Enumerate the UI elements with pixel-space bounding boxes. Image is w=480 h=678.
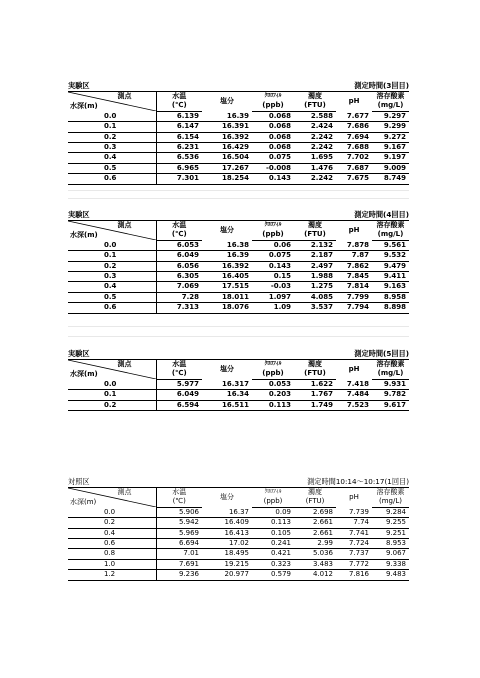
table-row [68,559,409,569]
chlorophyll-cell: 0.053 [252,379,294,389]
table-row [68,251,409,261]
chlorophyll-header: ｸﾛﾛﾌｨﾙ [252,221,294,231]
section-label: 対照区 [68,477,90,486]
ph-cell: 7.484 [336,390,372,400]
turbidity-unit: (FTU) [294,369,336,379]
temp-cell: 6.049 [156,390,202,400]
grid-line [68,198,409,199]
depth-cell: 0.2 [68,261,156,271]
table-row [68,163,409,173]
do-header: 溶存酸素 [372,92,409,102]
salinity-cell: 17.02 [202,539,252,549]
do-unit: (mg/L) [372,230,409,240]
ph-cell: 7.702 [336,153,372,163]
measurement-time: 測定時間(5回目) [354,349,409,358]
ph-cell: 7.772 [336,559,372,569]
depth-header: 水深(m) [70,101,98,110]
chlorophyll-unit: (ppb) [252,497,294,507]
salinity-cell: 16.429 [202,143,252,153]
table-row [68,528,409,538]
do-cell: 9.411 [372,272,409,282]
do-cell: 9.532 [372,251,409,261]
depth-cell: 0.2 [68,132,156,142]
chlorophyll-cell: 0.113 [252,400,294,410]
table-row [68,539,409,549]
salinity-cell: 16.37 [202,507,252,517]
temp-header: 水温 [156,360,202,370]
temp-cell: 6.231 [156,143,202,153]
table-row [68,292,409,302]
ph-cell: 7.741 [336,528,372,538]
temp-cell: 7.28 [156,292,202,302]
turbidity-cell: 2.242 [294,143,336,153]
chlorophyll-cell: 0.421 [252,549,294,559]
salinity-cell: 16.392 [202,132,252,142]
ph-cell: 7.523 [336,400,372,410]
ph-cell: 7.845 [336,272,372,282]
salinity-cell: 16.39 [202,111,252,121]
depth-cell: 0.4 [68,282,156,292]
turbidity-cell: 2.698 [294,507,336,517]
temp-unit: (℃) [156,369,202,379]
do-cell: 8.749 [372,174,409,184]
salinity-cell: 16.511 [202,400,252,410]
ph-cell: 7.724 [336,539,372,549]
do-cell: 9.251 [372,528,409,538]
depth-cell: 0.6 [68,303,156,313]
ph-cell: 7.816 [336,570,372,580]
depth-header: 水深(m) [70,497,97,506]
do-cell: 8.898 [372,303,409,313]
salinity-header: 塩分 [202,360,252,380]
station-header: 測点 [117,92,132,100]
table-row [68,518,409,528]
do-cell: 9.067 [372,549,409,559]
turbidity-cell: 1.988 [294,272,336,282]
ph-cell: 7.675 [336,174,372,184]
chlorophyll-cell: 0.143 [252,261,294,271]
section-label: 実験区 [68,81,90,90]
table-row [68,303,409,313]
measurement-time: 測定時間(3回目) [354,81,409,90]
table-row [68,507,409,517]
do-unit: (mg/L) [372,101,409,111]
salinity-cell: 16.504 [202,153,252,163]
temp-cell: 6.053 [156,240,202,250]
station-header: 測点 [117,221,132,229]
do-cell: 9.197 [372,153,409,163]
do-cell: 9.479 [372,261,409,271]
salinity-cell: 17.515 [202,282,252,292]
depth-cell: 0.0 [68,240,156,250]
salinity-cell: 16.409 [202,518,252,528]
turbidity-cell: 1.749 [294,400,336,410]
temp-cell: 6.139 [156,111,202,121]
chlorophyll-cell: 0.323 [252,559,294,569]
table-row [68,400,409,410]
depth-cell: 0.2 [68,518,156,528]
chlorophyll-cell: 0.075 [252,251,294,261]
do-cell: 9.255 [372,518,409,528]
table-row [68,570,409,580]
table-row [68,282,409,292]
chlorophyll-unit: (ppb) [252,369,294,379]
turbidity-header: 濁度 [294,92,336,102]
temp-cell: 6.147 [156,122,202,132]
chlorophyll-cell: 1.097 [252,292,294,302]
chlorophyll-cell: -0.008 [252,163,294,173]
temp-cell: 9.236 [156,570,202,580]
turbidity-cell: 1.476 [294,163,336,173]
do-cell: 8.958 [372,292,409,302]
ph-cell: 7.794 [336,303,372,313]
ph-cell: 7.737 [336,549,372,559]
depth-header: 水深(m) [70,369,98,378]
temp-cell: 7.691 [156,559,202,569]
measurement-time: 測定時間(4回目) [354,210,409,219]
section-header [68,209,409,220]
depth-cell: 0.6 [68,539,156,549]
temp-cell: 7.069 [156,282,202,292]
temp-header: 水温 [156,92,202,102]
do-cell: 9.931 [372,379,409,389]
turbidity-cell: 4.085 [294,292,336,302]
table-row [68,122,409,132]
do-cell: 9.272 [372,132,409,142]
chlorophyll-cell: 0.579 [252,570,294,580]
do-header: 溶存酸素 [372,488,409,498]
turbidity-cell: 2.661 [294,528,336,538]
depth-cell: 0.1 [68,122,156,132]
chlorophyll-cell: 0.15 [252,272,294,282]
ph-cell: 7.878 [336,240,372,250]
salinity-cell: 16.317 [202,379,252,389]
turbidity-header: 濁度 [294,360,336,370]
depth-cell: 1.2 [68,570,156,580]
salinity-cell: 19.215 [202,559,252,569]
salinity-cell: 16.39 [202,251,252,261]
depth-cell: 0.2 [68,400,156,410]
salinity-header: 塩分 [202,221,252,241]
do-cell: 9.163 [372,282,409,292]
section-header [68,476,409,487]
ph-header: pH [336,221,372,241]
turbidity-header: 濁度 [294,221,336,231]
ph-cell: 7.686 [336,122,372,132]
temp-cell: 7.301 [156,174,202,184]
temp-unit: (℃) [156,230,202,240]
depth-cell: 0.5 [68,292,156,302]
turbidity-cell: 2.132 [294,240,336,250]
section-header [68,348,409,359]
chlorophyll-cell: 0.09 [252,507,294,517]
corner-cell [68,488,156,508]
ph-cell: 7.862 [336,261,372,271]
turbidity-cell: 1.622 [294,379,336,389]
salinity-cell: 16.391 [202,122,252,132]
do-cell: 9.009 [372,163,409,173]
data-table [68,91,409,185]
chlorophyll-cell: 0.06 [252,240,294,250]
turbidity-unit: (FTU) [294,101,336,111]
temp-header: 水温 [156,488,202,498]
temp-cell: 6.536 [156,153,202,163]
chlorophyll-header: ｸﾛﾛﾌｨﾙ [252,92,294,102]
depth-cell: 0.8 [68,549,156,559]
turbidity-cell: 2.588 [294,111,336,121]
ph-cell: 7.74 [336,518,372,528]
table-row [68,240,409,250]
depth-cell: 0.4 [68,153,156,163]
salinity-cell: 16.405 [202,272,252,282]
salinity-header: 塩分 [202,488,252,508]
table-row [68,111,409,121]
temp-cell: 5.942 [156,518,202,528]
do-cell: 9.167 [372,143,409,153]
table-row [68,143,409,153]
table-row [68,153,409,163]
turbidity-cell: 1.695 [294,153,336,163]
temp-cell: 6.305 [156,272,202,282]
turbidity-cell: 2.242 [294,132,336,142]
chlorophyll-cell: 0.068 [252,111,294,121]
turbidity-header: 濁度 [294,488,336,498]
temp-unit: (℃) [156,101,202,111]
temp-cell: 7.313 [156,303,202,313]
depth-cell: 0.1 [68,390,156,400]
do-unit: (mg/L) [372,369,409,379]
turbidity-cell: 2.661 [294,518,336,528]
do-header: 溶存酸素 [372,360,409,370]
corner-cell [68,360,156,380]
ph-header: pH [336,92,372,112]
turbidity-cell: 4.012 [294,570,336,580]
turbidity-unit: (FTU) [294,230,336,240]
temp-cell: 7.01 [156,549,202,559]
chlorophyll-unit: (ppb) [252,230,294,240]
corner-cell [68,92,156,112]
turbidity-cell: 1.275 [294,282,336,292]
depth-header: 水深(m) [70,230,98,239]
ph-cell: 7.814 [336,282,372,292]
ph-cell: 7.87 [336,251,372,261]
ph-cell: 7.739 [336,507,372,517]
turbidity-cell: 2.424 [294,122,336,132]
ph-cell: 7.677 [336,111,372,121]
temp-cell: 5.906 [156,507,202,517]
chlorophyll-cell: 0.143 [252,174,294,184]
depth-cell: 0.0 [68,379,156,389]
do-header: 溶存酸素 [372,221,409,231]
salinity-cell: 16.392 [202,261,252,271]
station-header: 測点 [117,488,132,496]
turbidity-cell: 3.483 [294,559,336,569]
depth-cell: 0.6 [68,174,156,184]
chlorophyll-cell: 0.068 [252,122,294,132]
section-label: 実験区 [68,210,90,219]
depth-cell: 0.0 [68,507,156,517]
chlorophyll-cell: 0.241 [252,539,294,549]
ph-cell: 7.687 [336,163,372,173]
measurement-section [68,209,409,314]
chlorophyll-cell: 0.068 [252,132,294,142]
table-row [68,174,409,184]
depth-cell: 0.5 [68,163,156,173]
turbidity-cell: 3.537 [294,303,336,313]
depth-cell: 0.0 [68,111,156,121]
temp-cell: 6.154 [156,132,202,142]
salinity-cell: 16.413 [202,528,252,538]
chlorophyll-header: ｸﾛﾛﾌｨﾙ [252,488,294,498]
ph-cell: 7.418 [336,379,372,389]
section-label: 実験区 [68,349,90,358]
temp-header: 水温 [156,221,202,231]
turbidity-unit: (FTU) [294,497,336,507]
ph-header: pH [336,488,372,508]
grid-line [68,190,409,191]
table-row [68,132,409,142]
depth-cell: 1.0 [68,559,156,569]
do-cell: 9.617 [372,400,409,410]
measurement-section [68,476,409,581]
temp-cell: 6.594 [156,400,202,410]
temp-cell: 6.694 [156,539,202,549]
salinity-cell: 18.495 [202,549,252,559]
ph-cell: 7.799 [336,292,372,302]
do-cell: 9.299 [372,122,409,132]
corner-cell [68,221,156,241]
temp-cell: 5.969 [156,528,202,538]
salinity-cell: 18.254 [202,174,252,184]
salinity-cell: 18.011 [202,292,252,302]
salinity-cell: 17.267 [202,163,252,173]
do-cell: 9.297 [372,111,409,121]
do-cell: 9.338 [372,559,409,569]
data-table [68,220,409,314]
table-row [68,549,409,559]
table-row [68,379,409,389]
do-unit: (mg/L) [372,497,409,507]
chlorophyll-cell: 0.105 [252,528,294,538]
depth-cell: 0.3 [68,272,156,282]
turbidity-cell: 2.497 [294,261,336,271]
turbidity-cell: 2.187 [294,251,336,261]
grid-line [68,336,409,337]
temp-cell: 6.049 [156,251,202,261]
measurement-section [68,348,409,411]
do-cell: 9.483 [372,570,409,580]
chlorophyll-cell: 0.113 [252,518,294,528]
measurement-time: 測定時間10:14～10:17(1回目) [307,477,409,486]
turbidity-cell: 1.767 [294,390,336,400]
turbidity-cell: 2.99 [294,539,336,549]
do-cell: 9.782 [372,390,409,400]
do-cell: 8.953 [372,539,409,549]
salinity-cell: 20.977 [202,570,252,580]
do-cell: 9.284 [372,507,409,517]
grid-line [68,326,409,327]
chlorophyll-header: ｸﾛﾛﾌｨﾙ [252,360,294,370]
chlorophyll-cell: 1.09 [252,303,294,313]
temp-cell: 6.965 [156,163,202,173]
depth-cell: 0.4 [68,528,156,538]
table-row [68,390,409,400]
ph-cell: 7.688 [336,143,372,153]
chlorophyll-cell: 0.068 [252,143,294,153]
ph-header: pH [336,360,372,380]
depth-cell: 0.1 [68,251,156,261]
section-header [68,80,409,91]
chlorophyll-cell: 0.203 [252,390,294,400]
table-row [68,261,409,271]
temp-cell: 5.977 [156,379,202,389]
chlorophyll-unit: (ppb) [252,101,294,111]
salinity-cell: 16.38 [202,240,252,250]
turbidity-cell: 2.242 [294,174,336,184]
depth-cell: 0.3 [68,143,156,153]
chlorophyll-cell: 0.075 [252,153,294,163]
ph-cell: 7.694 [336,132,372,142]
data-table [68,487,409,581]
measurement-section [68,80,409,185]
turbidity-cell: 5.036 [294,549,336,559]
station-header: 測点 [117,360,132,368]
data-table [68,359,409,411]
salinity-cell: 16.34 [202,390,252,400]
table-row [68,272,409,282]
chlorophyll-cell: -0.03 [252,282,294,292]
salinity-cell: 18.076 [202,303,252,313]
do-cell: 9.561 [372,240,409,250]
salinity-header: 塩分 [202,92,252,112]
temp-cell: 6.056 [156,261,202,271]
temp-unit: (℃) [156,497,202,507]
